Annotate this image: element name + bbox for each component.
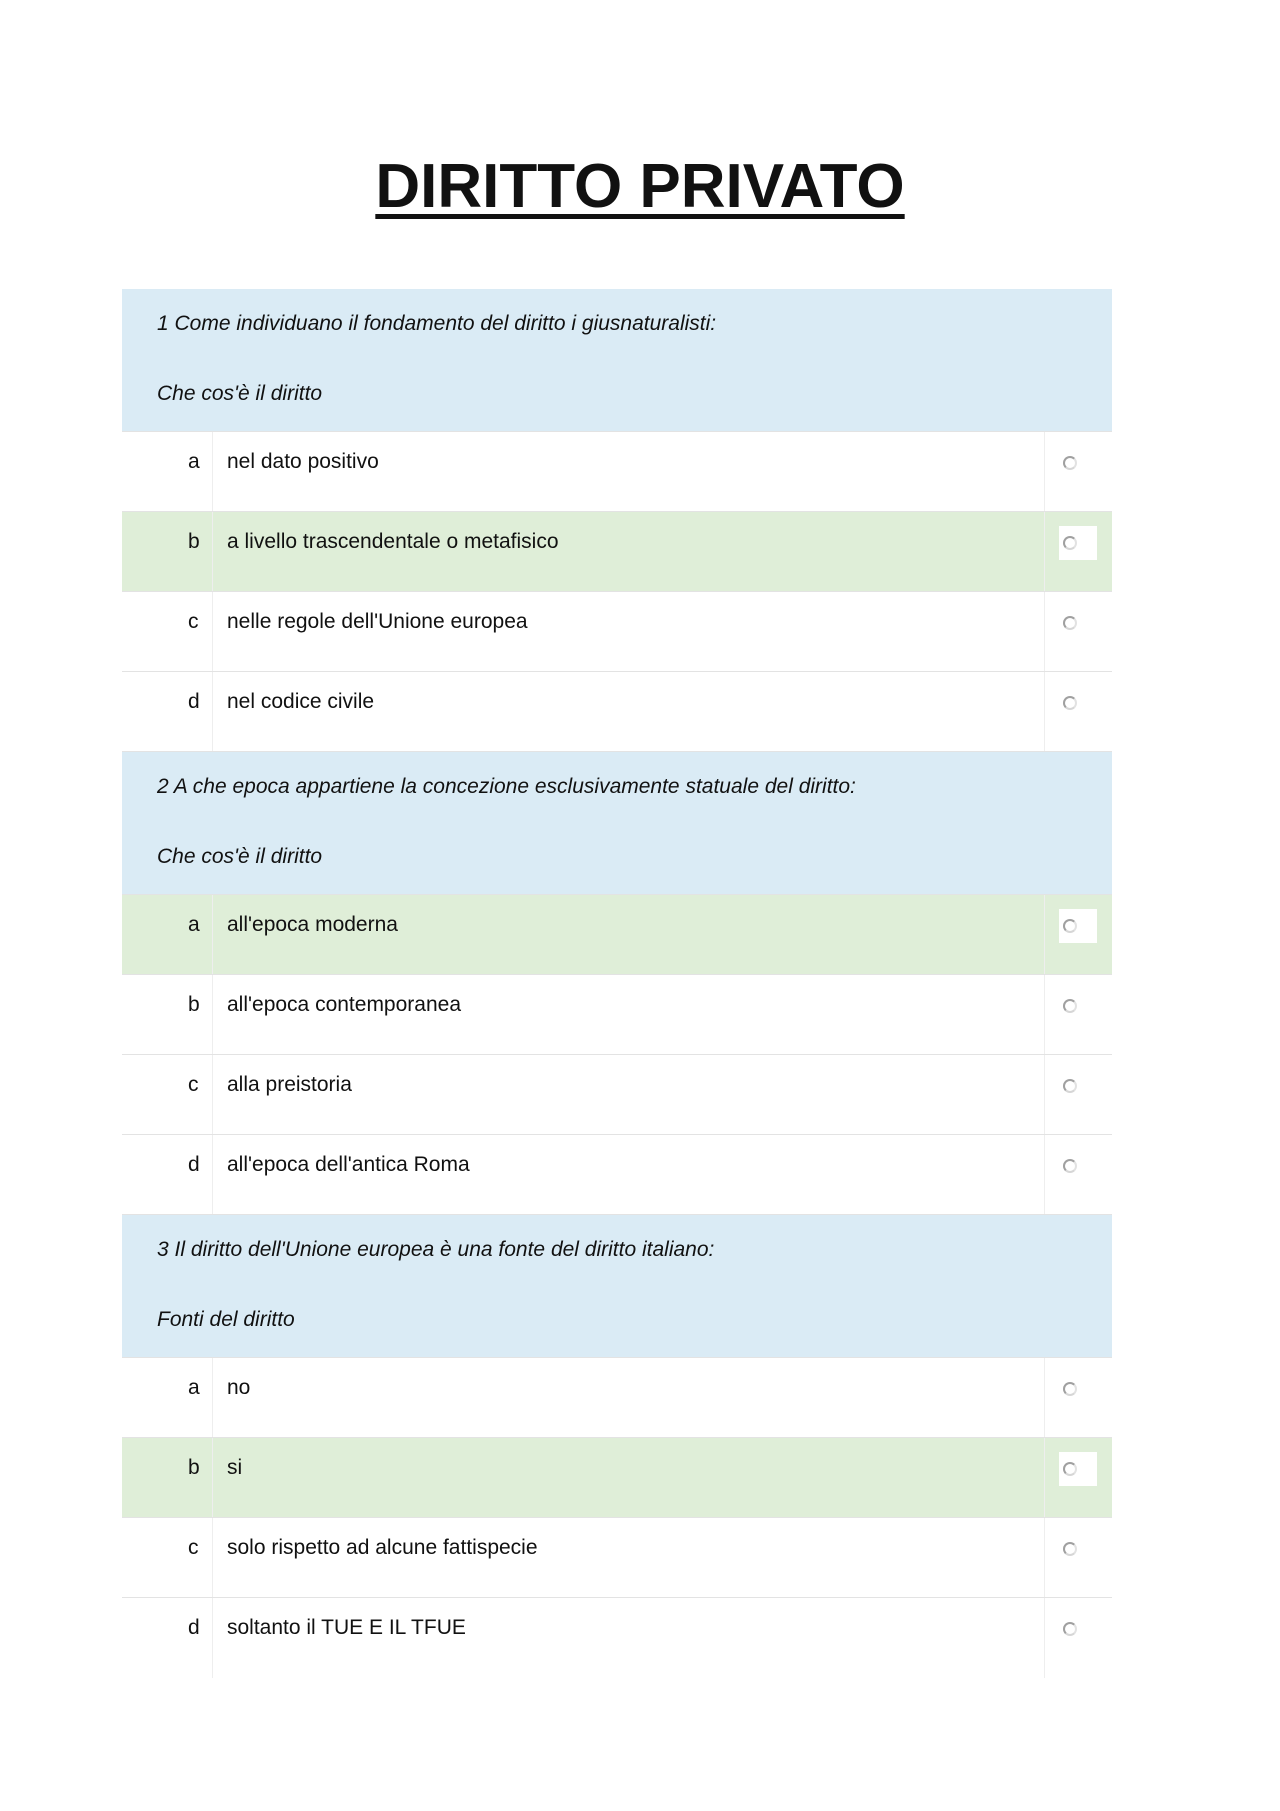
question-text: 2 A che epoca appartiene la concezione esclusivamente statuale del diritto: [157, 775, 856, 798]
answer-text: nel dato positivo [227, 450, 379, 473]
radio-button[interactable] [1059, 686, 1097, 720]
answer-option-3b[interactable] [122, 1438, 1112, 1518]
question-topic: Che cos'è il diritto [157, 845, 323, 868]
radio-icon[interactable] [1063, 1542, 1077, 1556]
answer-text: nel codice civile [227, 690, 375, 713]
answer-text: alla preistoria [227, 1073, 352, 1096]
answer-text: solo rispetto ad alcune fattispecie [227, 1536, 538, 1559]
question-topic: Fonti del diritto [157, 1308, 295, 1331]
answer-option-3d[interactable] [122, 1598, 1112, 1678]
question-1 [122, 289, 1112, 752]
answer-letter: d [188, 690, 200, 713]
quiz [122, 289, 1112, 1678]
answer-text: soltanto il TUE E IL TFUE [227, 1616, 466, 1639]
answer-text: all'epoca contemporanea [227, 993, 462, 1016]
answer-letter: a [188, 1376, 200, 1399]
answer-text: all'epoca dell'antica Roma [227, 1153, 470, 1176]
radio-button[interactable] [1059, 526, 1097, 560]
answer-text: no [227, 1376, 251, 1399]
radio-button[interactable] [1059, 989, 1097, 1023]
answer-option-2b[interactable] [122, 975, 1112, 1055]
radio-icon[interactable] [1063, 696, 1077, 710]
radio-button[interactable] [1059, 446, 1097, 480]
answer-letter: b [188, 1456, 200, 1479]
question-topic: Che cos'è il diritto [157, 382, 323, 405]
answer-option-3a[interactable] [122, 1358, 1112, 1438]
answer-letter: a [188, 450, 200, 473]
answer-option-1d[interactable] [122, 672, 1112, 752]
answer-text: si [227, 1456, 243, 1479]
answer-option-1a[interactable] [122, 432, 1112, 512]
answer-option-2d[interactable] [122, 1135, 1112, 1215]
question-text: 3 Il diritto dell'Unione europea è una fonte del diritto italiano: [157, 1238, 715, 1261]
answer-option-2c[interactable] [122, 1055, 1112, 1135]
page-title [0, 150, 1280, 224]
radio-icon[interactable] [1063, 1462, 1077, 1476]
question-text: 1 Come individuano il fondamento del diritto i giusnaturalisti: [157, 312, 717, 335]
question-3 [122, 1215, 1112, 1678]
question-header [122, 1215, 1112, 1358]
radio-button[interactable] [1059, 1372, 1097, 1406]
radio-button[interactable] [1059, 909, 1097, 943]
page-title-text: DIRITTO PRIVATO [375, 152, 905, 221]
radio-icon[interactable] [1063, 1622, 1077, 1636]
answer-letter: c [188, 1073, 199, 1096]
answer-text: all'epoca moderna [227, 913, 398, 936]
answer-letter: b [188, 530, 200, 553]
radio-icon[interactable] [1063, 999, 1077, 1013]
radio-button[interactable] [1059, 1149, 1097, 1183]
radio-icon[interactable] [1063, 1382, 1077, 1396]
answer-option-1b[interactable] [122, 512, 1112, 592]
answer-letter: c [188, 610, 199, 633]
answer-option-3c[interactable] [122, 1518, 1112, 1598]
radio-icon[interactable] [1063, 919, 1077, 933]
question-header [122, 289, 1112, 432]
radio-button[interactable] [1059, 606, 1097, 640]
radio-icon[interactable] [1063, 1079, 1077, 1093]
answer-option-1c[interactable] [122, 592, 1112, 672]
answer-letter: c [188, 1536, 199, 1559]
radio-button[interactable] [1059, 1069, 1097, 1103]
radio-icon[interactable] [1063, 536, 1077, 550]
answer-letter: d [188, 1153, 200, 1176]
radio-icon[interactable] [1063, 1159, 1077, 1173]
radio-button[interactable] [1059, 1452, 1097, 1486]
answer-letter: b [188, 993, 200, 1016]
answer-text: nelle regole dell'Unione europea [227, 610, 528, 633]
radio-button[interactable] [1059, 1532, 1097, 1566]
answer-text: a livello trascendentale o metafisico [227, 530, 559, 553]
answer-option-2a[interactable] [122, 895, 1112, 975]
radio-icon[interactable] [1063, 616, 1077, 630]
question-2 [122, 752, 1112, 1215]
answer-letter: a [188, 913, 200, 936]
question-header [122, 752, 1112, 895]
radio-icon[interactable] [1063, 456, 1077, 470]
answer-letter: d [188, 1616, 200, 1639]
radio-button[interactable] [1059, 1612, 1097, 1646]
